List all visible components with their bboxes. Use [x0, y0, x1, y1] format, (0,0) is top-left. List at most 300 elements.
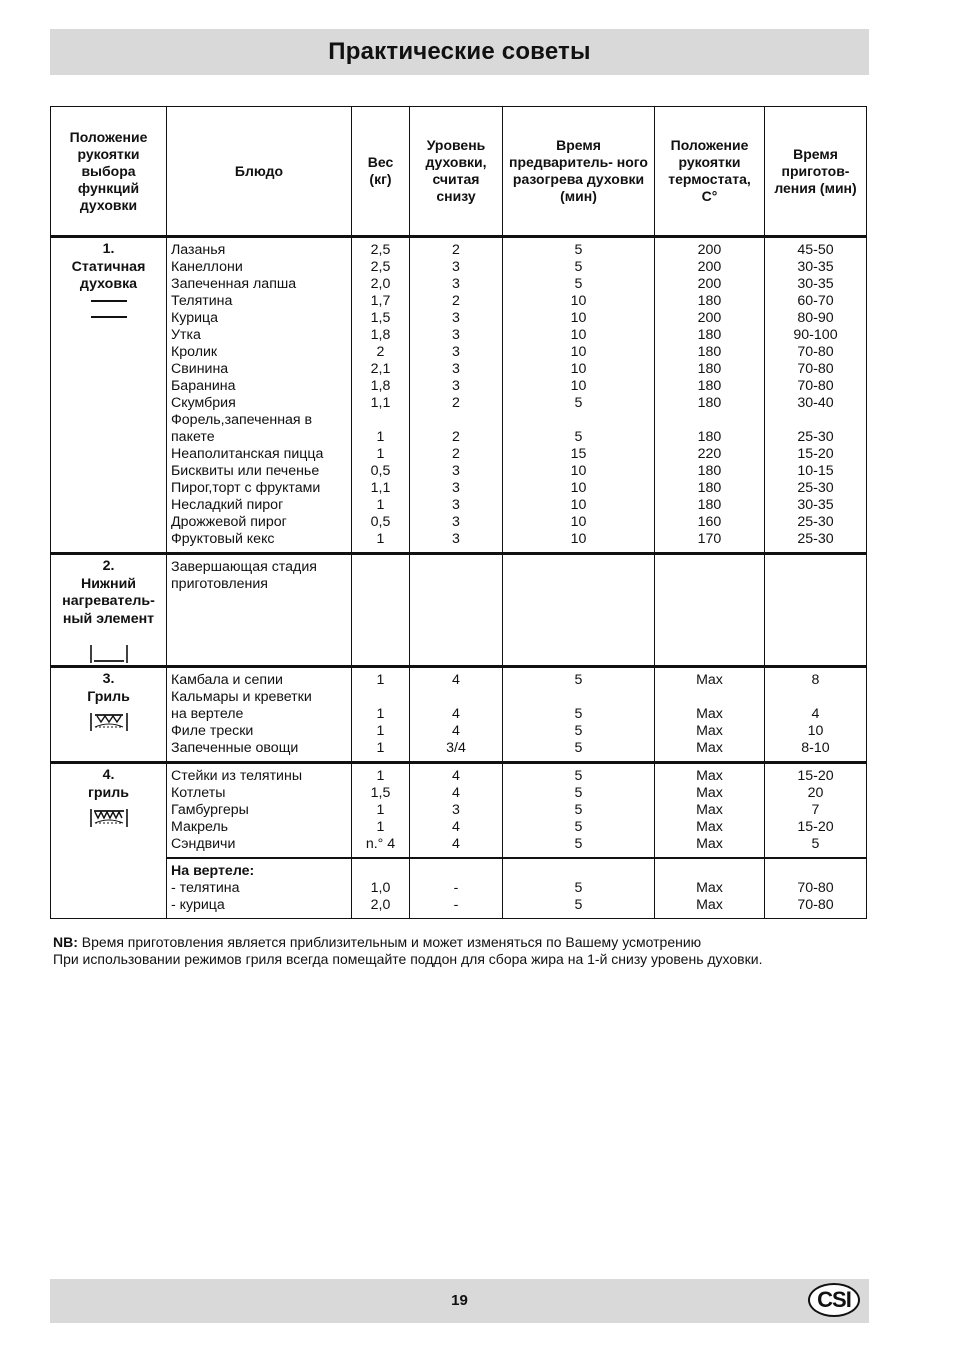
note-text-1: Время приготовления является приблизительным и может изменяться по Вашему усмотрению	[77, 934, 702, 950]
sub-section-row	[51, 858, 867, 919]
nb-label: NB:	[53, 934, 78, 950]
dish-cell: Лазанья	[171, 242, 226, 258]
dish-column	[167, 858, 352, 919]
level-column	[410, 858, 503, 919]
static-oven-icon	[51, 298, 166, 320]
thermostat-cell: Max	[696, 785, 723, 801]
level-cell: 4	[452, 836, 460, 852]
section-row	[51, 667, 867, 763]
note-line-1	[53, 934, 883, 951]
dish-cell: - курица	[171, 897, 225, 913]
thermostat-column	[655, 667, 765, 763]
dish-cell: Канеллони	[171, 259, 243, 275]
weight-cell: 1,5	[370, 785, 391, 801]
time-cell: 70-80	[797, 378, 834, 394]
thermostat-cell: 180	[697, 395, 722, 411]
dish-cell: приготовления	[171, 576, 268, 592]
header-dish: Блюдо	[167, 107, 352, 237]
dish-cell: Форель,запеченная в	[171, 412, 313, 428]
section-row	[51, 763, 867, 859]
time-column	[765, 554, 867, 667]
column-lines	[167, 555, 351, 597]
column-lines	[352, 555, 409, 597]
thermostat-cell: Max	[696, 819, 723, 835]
level-cell: 4	[452, 706, 460, 722]
time-cell: 25-30	[797, 429, 834, 445]
preheat-cell	[503, 689, 654, 706]
thermostat-cell: 170	[697, 531, 722, 547]
thermostat-cell: 200	[697, 276, 722, 292]
time-cell: 70-80	[797, 344, 834, 360]
weight-cell	[352, 559, 409, 576]
weight-cell: 1	[376, 429, 385, 445]
thermostat-cell: 180	[697, 293, 722, 309]
thermostat-cell: Max	[696, 802, 723, 818]
mode-cell	[51, 667, 167, 763]
time-cell: 4	[811, 706, 820, 722]
preheat-cell: 5	[574, 259, 583, 275]
column-lines	[352, 764, 409, 857]
level-cell: 4	[452, 723, 460, 739]
weight-cell: 1	[376, 768, 385, 784]
dish-cell: Филе трески	[171, 723, 254, 739]
level-cell: 3	[452, 514, 460, 530]
time-cell: 30-35	[797, 276, 834, 292]
thermostat-cell: 200	[697, 259, 722, 275]
double-grill-icon	[51, 808, 166, 828]
level-cell: 4	[452, 819, 460, 835]
time-cell: 30-35	[797, 497, 834, 513]
mode-label-line: 3.	[102, 671, 115, 687]
mode-cell	[51, 237, 167, 554]
level-column	[410, 667, 503, 763]
time-cell: 25-30	[797, 531, 834, 547]
column-lines	[655, 238, 764, 552]
mode-label-line: духовка	[79, 276, 138, 292]
thermostat-cell	[655, 689, 764, 706]
level-cell	[410, 689, 502, 706]
time-cell: 70-80	[797, 897, 834, 913]
time-cell: 15-20	[797, 768, 834, 784]
column-lines	[167, 668, 351, 761]
spacer	[410, 863, 502, 880]
preheat-column	[503, 554, 655, 667]
level-column	[410, 237, 503, 554]
note-line-2: При использовании режимов гриля всегда помещайте поддон для сбора жира на 1-й снизу уровень духовки.	[53, 951, 763, 967]
column-lines	[503, 764, 654, 857]
column-lines	[765, 555, 866, 597]
weight-cell: 1	[376, 802, 385, 818]
preheat-column	[503, 763, 655, 859]
weight-cell: 2,5	[370, 259, 391, 275]
level-cell: 3	[452, 463, 460, 479]
column-lines	[503, 238, 654, 552]
thermostat-cell: 220	[697, 446, 722, 462]
weight-cell: 2,5	[370, 242, 391, 258]
dish-cell: Макрель	[171, 819, 229, 835]
preheat-cell: 10	[570, 378, 587, 394]
thermostat-cell	[655, 559, 764, 576]
weight-cell: 2	[376, 344, 385, 360]
time-cell: 80-90	[797, 310, 834, 326]
mode-cell	[51, 763, 167, 919]
notes	[53, 934, 883, 968]
column-lines	[352, 859, 409, 918]
dish-column	[167, 554, 352, 667]
mode-label-line: Гриль	[87, 688, 130, 705]
header-row	[51, 107, 867, 237]
column-lines	[167, 238, 351, 552]
dish-cell: Котлеты	[171, 785, 226, 801]
time-cell: 5	[811, 836, 820, 852]
thermostat-column	[655, 237, 765, 554]
column-lines	[765, 764, 866, 857]
level-cell: 3	[452, 310, 460, 326]
spacer	[765, 863, 866, 880]
mode-label-line: нагреватель-	[62, 593, 155, 609]
weight-column	[352, 858, 410, 919]
dish-cell: Неаполитанская пицца	[171, 446, 324, 462]
thermostat-cell: Max	[696, 768, 723, 784]
level-cell: 3	[452, 531, 460, 547]
preheat-cell: 5	[574, 740, 583, 756]
title-bar	[50, 29, 869, 75]
weight-cell: 1,8	[370, 327, 391, 343]
level-cell: 4	[452, 768, 460, 784]
thermostat-column	[655, 554, 765, 667]
weight-cell: 1,1	[370, 395, 391, 411]
preheat-cell: 5	[574, 802, 583, 818]
dish-column	[167, 763, 352, 859]
section-row	[51, 554, 867, 667]
column-lines	[167, 859, 351, 918]
level-cell: 3	[452, 276, 460, 292]
level-cell: 3	[452, 802, 460, 818]
sub-section-title: На вертеле:	[171, 863, 255, 879]
weight-cell: 1	[376, 723, 385, 739]
cooking-table	[50, 106, 867, 919]
column-lines	[503, 668, 654, 761]
column-lines	[167, 764, 351, 857]
thermostat-cell: 180	[697, 463, 722, 479]
preheat-cell	[503, 576, 654, 593]
spacer	[352, 863, 409, 880]
preheat-cell: 5	[574, 672, 583, 688]
weight-cell: 2,1	[370, 361, 391, 377]
preheat-cell: 15	[570, 446, 587, 462]
preheat-cell: 5	[574, 276, 583, 292]
time-cell: 7	[811, 802, 820, 818]
preheat-cell: 5	[574, 768, 583, 784]
preheat-cell	[503, 412, 654, 429]
weight-column	[352, 554, 410, 667]
page-title: Практические советы	[328, 38, 591, 65]
weight-cell: 2,0	[370, 897, 391, 913]
dish-cell: Гамбургеры	[171, 802, 249, 818]
thermostat-cell: Max	[696, 740, 723, 756]
time-cell	[765, 689, 866, 706]
time-cell: 90-100	[793, 327, 838, 343]
mode-label-line: гриль	[87, 784, 130, 801]
dish-cell: Утка	[171, 327, 201, 343]
dish-cell: Курица	[171, 310, 219, 326]
level-cell: 3	[452, 497, 460, 513]
time-cell: 20	[807, 785, 824, 801]
header-mode: Положение рукоятки выбора функций духовки	[51, 107, 167, 237]
weight-cell: 1,1	[370, 480, 391, 496]
header-weight: Вес (кг)	[352, 107, 410, 237]
dish-cell: Пирог,торт с фруктами	[171, 480, 321, 496]
preheat-cell: 5	[574, 723, 583, 739]
preheat-cell: 10	[570, 531, 587, 547]
preheat-cell: 10	[570, 327, 587, 343]
dish-column	[167, 667, 352, 763]
thermostat-cell	[655, 576, 764, 593]
weight-cell: 1	[376, 446, 385, 462]
dish-cell: Свинина	[171, 361, 229, 377]
thermostat-cell: 160	[697, 514, 722, 530]
dish-cell: Телятина	[171, 293, 233, 309]
thermostat-cell: 180	[697, 327, 722, 343]
level-cell	[410, 559, 502, 576]
time-column	[765, 237, 867, 554]
header-time: Время приготов- ления (мин)	[765, 107, 867, 237]
dish-cell: Завершающая стадия	[171, 559, 317, 575]
weight-cell: 1,8	[370, 378, 391, 394]
column-lines	[655, 764, 764, 857]
weight-cell: 1	[376, 531, 385, 547]
level-cell	[410, 576, 502, 593]
mode-label-line: Статичная	[71, 258, 146, 275]
mode-cell	[51, 554, 167, 667]
dish-cell: Баранина	[171, 378, 236, 394]
level-cell: 4	[452, 672, 460, 688]
column-lines	[352, 668, 409, 761]
weight-column	[352, 237, 410, 554]
weight-cell: n.° 4	[365, 836, 396, 852]
level-cell: 2	[452, 293, 460, 309]
preheat-cell: 10	[570, 293, 587, 309]
time-cell: 60-70	[797, 293, 834, 309]
mode-label-line: 2.	[102, 558, 115, 574]
level-cell: 3	[452, 378, 460, 394]
dish-cell: - телятина	[171, 880, 240, 896]
spacer	[655, 863, 764, 880]
level-cell: 3	[452, 361, 460, 377]
weight-column	[352, 667, 410, 763]
column-lines	[410, 668, 502, 761]
preheat-cell: 10	[570, 480, 587, 496]
level-cell: -	[453, 880, 459, 896]
column-lines	[503, 859, 654, 918]
time-cell	[765, 576, 866, 593]
time-column	[765, 763, 867, 859]
mode-label-line: Нижний	[80, 575, 137, 592]
level-column	[410, 554, 503, 667]
time-cell: 10-15	[797, 463, 834, 479]
dish-cell: Кролик	[171, 344, 218, 360]
thermostat-column	[655, 763, 765, 859]
preheat-cell: 10	[570, 497, 587, 513]
dish-cell: пакете	[171, 429, 215, 445]
time-cell: 70-80	[797, 880, 834, 896]
preheat-cell: 5	[574, 429, 583, 445]
spacer	[503, 863, 654, 880]
weight-cell: 0,5	[370, 463, 391, 479]
thermostat-cell: 180	[697, 344, 722, 360]
grill-icon	[51, 712, 166, 732]
thermostat-cell: 180	[697, 361, 722, 377]
column-lines	[352, 238, 409, 552]
brand-logo: CSI	[808, 1283, 860, 1317]
time-cell: 25-30	[797, 514, 834, 530]
preheat-cell: 10	[570, 310, 587, 326]
level-cell: 2	[452, 429, 460, 445]
header-thermostat: Положение рукоятки термостата, C°	[655, 107, 765, 237]
mode-label	[51, 764, 166, 828]
thermostat-cell: 180	[697, 480, 722, 496]
dish-cell: Скумбрия	[171, 395, 236, 411]
thermostat-cell: Max	[696, 836, 723, 852]
column-lines	[503, 555, 654, 597]
time-column	[765, 667, 867, 763]
preheat-column	[503, 237, 655, 554]
level-cell: 3	[452, 480, 460, 496]
level-cell: -	[453, 897, 459, 913]
column-lines	[765, 668, 866, 761]
dish-cell: Несладкий пирог	[171, 497, 284, 513]
time-cell: 15-20	[797, 819, 834, 835]
preheat-cell: 5	[574, 880, 583, 896]
column-lines	[410, 764, 502, 857]
preheat-cell: 5	[574, 706, 583, 722]
preheat-cell: 5	[574, 785, 583, 801]
mode-label-line: 1.	[102, 241, 115, 257]
table-body	[51, 237, 867, 919]
preheat-cell: 10	[570, 514, 587, 530]
thermostat-cell: Max	[696, 723, 723, 739]
preheat-cell: 5	[574, 897, 583, 913]
weight-cell: 1	[376, 672, 385, 688]
page-number: 19	[451, 1292, 468, 1309]
weight-cell: 1	[376, 819, 385, 835]
column-lines	[410, 238, 502, 552]
weight-cell: 2,0	[370, 276, 391, 292]
preheat-column	[503, 667, 655, 763]
footer-bar	[50, 1279, 869, 1323]
preheat-cell: 5	[574, 242, 583, 258]
dish-cell: Бисквиты или печенье	[171, 463, 320, 479]
column-lines	[655, 859, 764, 918]
weight-cell: 1,0	[370, 880, 391, 896]
dish-cell: Кальмары и креветки	[171, 689, 312, 705]
time-cell	[765, 559, 866, 576]
time-cell: 10	[807, 723, 824, 739]
thermostat-cell: 200	[697, 310, 722, 326]
preheat-cell: 10	[570, 344, 587, 360]
dish-cell: Запеченная лапша	[171, 276, 297, 292]
dish-cell: Дрожжевой пирог	[171, 514, 287, 530]
weight-cell	[352, 576, 409, 593]
level-cell: 2	[452, 446, 460, 462]
mode-label	[51, 555, 166, 664]
preheat-cell: 5	[574, 836, 583, 852]
preheat-cell: 5	[574, 819, 583, 835]
level-cell: 3	[452, 344, 460, 360]
dish-cell: на вертеле	[171, 706, 244, 722]
column-lines	[655, 555, 764, 597]
time-cell: 15-20	[797, 446, 834, 462]
weight-cell: 0,5	[370, 514, 391, 530]
weight-cell	[352, 412, 409, 429]
time-cell: 25-30	[797, 480, 834, 496]
thermostat-cell: Max	[696, 706, 723, 722]
time-cell: 8-10	[801, 740, 830, 756]
dish-cell: Запеченные овощи	[171, 740, 299, 756]
preheat-cell	[503, 559, 654, 576]
time-cell: 30-35	[797, 259, 834, 275]
time-cell: 70-80	[797, 361, 834, 377]
thermostat-cell: Max	[696, 897, 723, 913]
weight-column	[352, 763, 410, 859]
column-lines	[765, 238, 866, 552]
dish-column	[167, 237, 352, 554]
level-cell: 2	[452, 242, 460, 258]
thermostat-cell: 180	[697, 497, 722, 513]
mode-label-line: 4.	[102, 767, 115, 783]
weight-cell: 1	[376, 706, 385, 722]
time-cell: 8	[811, 672, 820, 688]
level-column	[410, 763, 503, 859]
column-lines	[655, 668, 764, 761]
dish-cell: Стейки из телятины	[171, 768, 303, 784]
mode-label-line: ный элемент	[62, 610, 155, 627]
weight-cell: 1	[376, 740, 385, 756]
column-lines	[765, 859, 866, 918]
mode-label	[51, 668, 166, 732]
thermostat-cell: Max	[696, 880, 723, 896]
header-level: Уровень духовки, считая снизу	[410, 107, 503, 237]
thermostat-cell: 180	[697, 429, 722, 445]
preheat-column	[503, 858, 655, 919]
weight-cell: 1,7	[370, 293, 391, 309]
column-lines	[410, 555, 502, 597]
preheat-cell: 10	[570, 463, 587, 479]
mode-label	[51, 238, 166, 320]
section-row	[51, 237, 867, 554]
dish-cell: Камбала и сепии	[171, 672, 283, 688]
dish-cell: Фруктовый кекс	[171, 531, 275, 547]
level-cell: 2	[452, 395, 460, 411]
preheat-cell: 5	[574, 395, 583, 411]
time-cell: 30-40	[797, 395, 834, 411]
level-cell: 3	[452, 327, 460, 343]
thermostat-cell: 180	[697, 378, 722, 394]
time-column	[765, 858, 867, 919]
dish-cell: Сэндвичи	[171, 836, 236, 852]
time-cell: 45-50	[797, 242, 834, 258]
header-preheat: Время предваритель- ного разогрева духовки (мин)	[503, 107, 655, 237]
level-cell: 3	[452, 259, 460, 275]
thermostat-cell: Max	[696, 672, 723, 688]
weight-cell: 1,5	[370, 310, 391, 326]
bottom-element-icon	[51, 644, 166, 664]
thermostat-cell: 200	[697, 242, 722, 258]
weight-cell: 1	[376, 497, 385, 513]
weight-cell	[352, 689, 409, 706]
level-cell: 3/4	[446, 740, 466, 756]
level-cell	[410, 412, 502, 429]
